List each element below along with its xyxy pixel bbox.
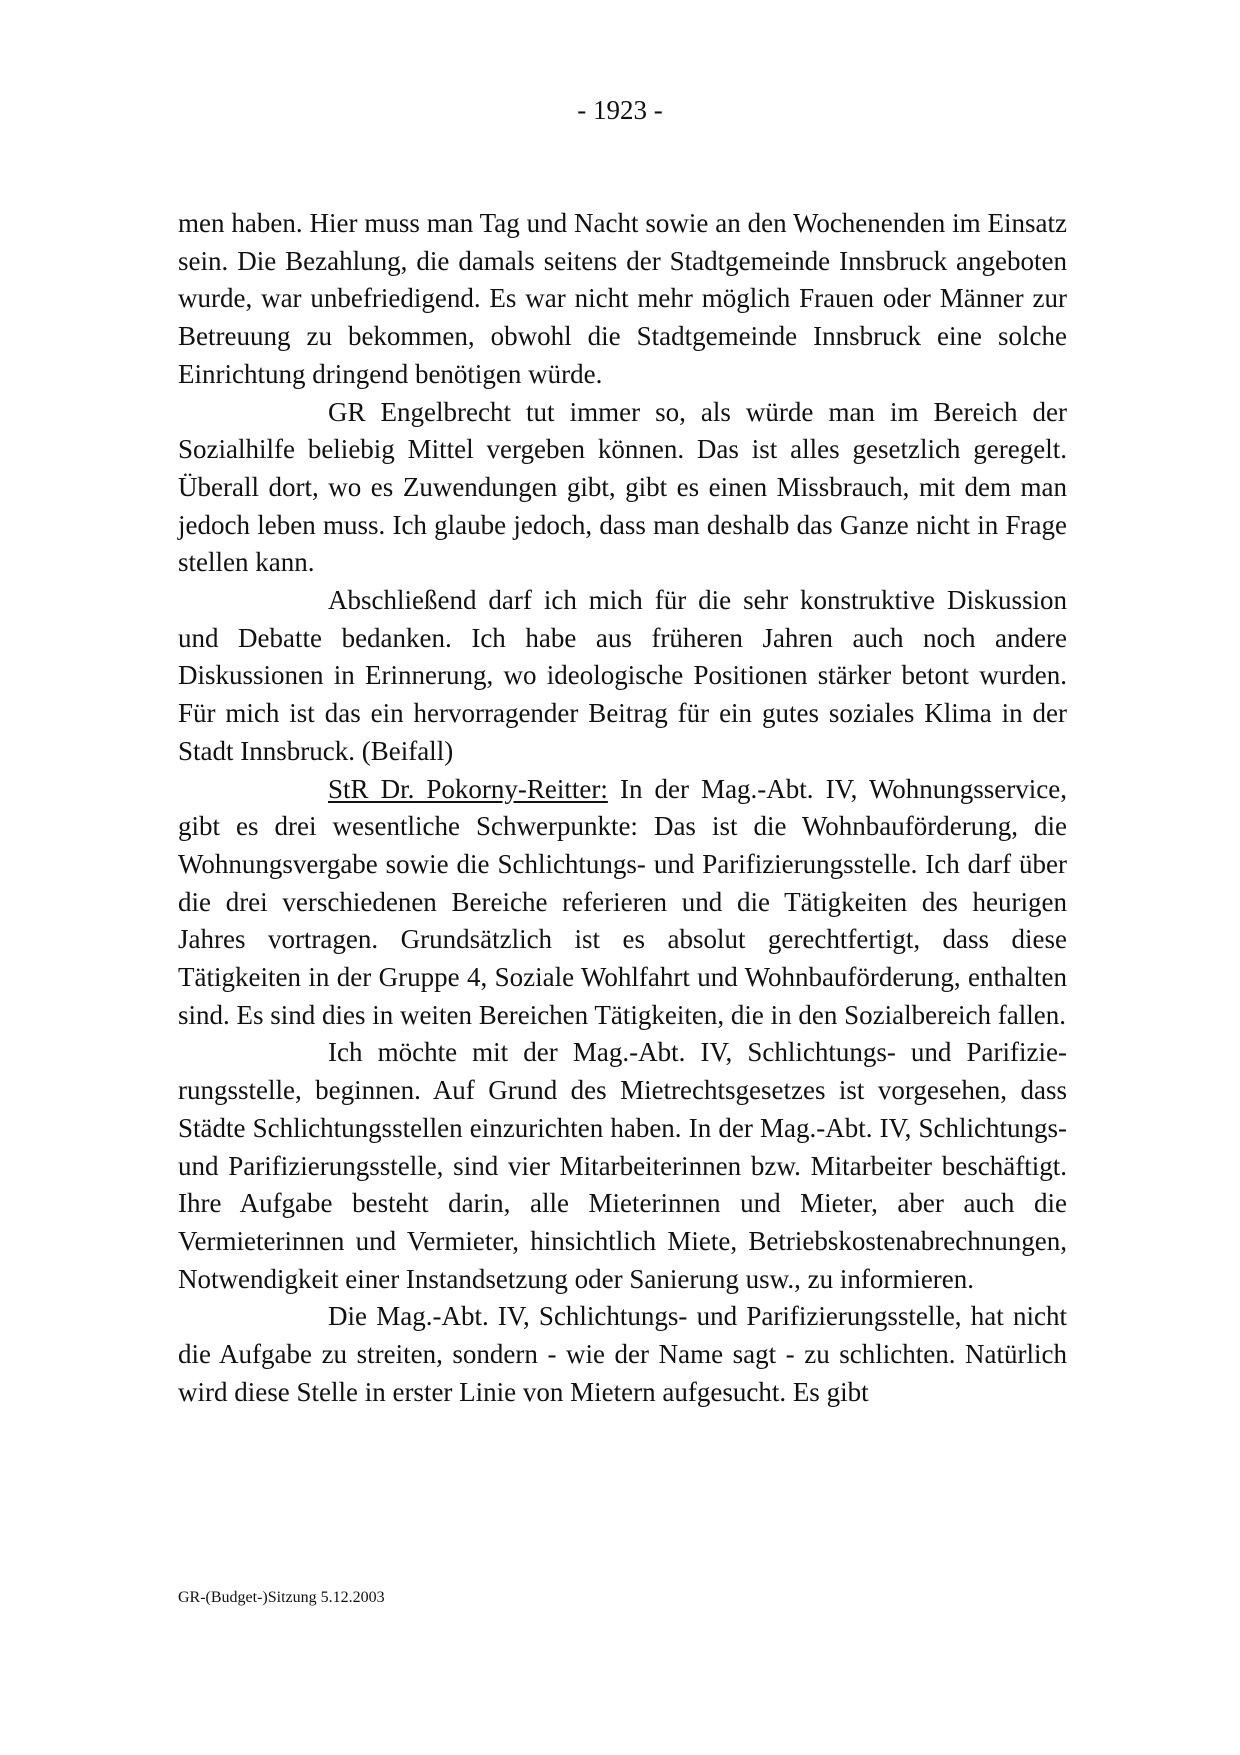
document-body: [178, 205, 1067, 1412]
speaker-name: StR Dr. Pokorny-Reitter:: [328, 773, 608, 804]
paragraph-6: Die Mag.-Abt. IV, Schlichtungs- und Parifizierungsstelle, hat nicht die Aufgabe zu streiten, sondern - wie der Name sagt - zu schlichten. Natürlich wird diese Stelle in erster Linie von Mietern aufgesucht. Es gibt: [178, 1301, 1067, 1407]
paragraph-4-text: In der Mag.-Abt. IV, Wohnungsservice, gibt es drei wesentliche Schwerpunkte: Das ist die Wohnbauförderung, die Wohnungsvergabe sowie die Schlichtungs- und Parifizierungsstelle. Ich darf über die drei verschiedenen Bereiche referieren und die Tätigkeiten des heurigen Jahres vortragen. Grundsätzlich ist es absolut gerechtfertigt, dass diese Tätigkeiten in der Gruppe 4, Soziale Wohlfahrt und Wohnbauförderung, enthalten sind. Es sind dies in weiten Bereichen Tätigkeiten, die in den Sozialbereich fallen.: [178, 773, 1067, 1030]
paragraph-4: [178, 771, 1067, 1035]
paragraph-2: GR Engelbrecht tut immer so, als würde man im Bereich der Sozialhilfe beliebig Mittel vergeben können. Das ist alles gesetzlich geregelt. Überall dort, wo es Zuwendungen gibt, gibt es einen Missbrauch, mit dem man jedoch leben muss. Ich glaube jedoch, dass man deshalb das Ganze nicht in Frage stellen kann.: [178, 396, 1067, 578]
page-number: - 1923 -: [577, 95, 663, 125]
paragraph-3: Abschließend darf ich mich für die sehr konstruktive Diskussion und Debatte bedanken. Ich habe aus früheren Jahren auch noch andere Diskussionen in Erinnerung, wo ideologische Positionen stärker betont wurden. Für mich ist das ein hervorragender Beitrag für ein gutes soziales Klima in der Stadt Innsbruck. (Beifall): [178, 585, 1067, 766]
paragraph-1: men haben. Hier muss man Tag und Nacht sowie an den Wochenenden im Einsatz sein. Die Bezahlung, die damals seitens der Stadtgemeinde Innsbruck angeboten wurde, war unbefriedigend. Es war nicht mehr möglich Frauen oder Männer zur Betreuung zu bekommen, obwohl die Stadtgemeinde Innsbruck eine solche Einrichtung dringend benötigen würde.: [178, 208, 1067, 389]
paragraph-5: Ich möchte mit der Mag.-Abt. IV, Schlichtungs- und Parifizierungsstelle, beginnen. Auf Grund des Mietrechtsgesetzes ist vorgesehen, dass Städte Schlichtungsstellen einzurichten haben. In der Mag.-Abt. IV, Schlichtungs- und Parifizierungsstelle, sind vier Mitarbeiterinnen bzw. Mitarbeiter beschäftigt. Ihre Aufgabe besteht darin, alle Mieterinnen und Mieter, aber auch die Vermieterinnen und Vermieter, hinsichtlich Miete, Betriebskostenabrechnungen, Notwendigkeit einer Instandsetzung oder Sanierung usw., zu informieren.: [178, 1037, 1067, 1294]
footer-session-label: GR-(Budget-)Sitzung 5.12.2003: [178, 1589, 385, 1606]
